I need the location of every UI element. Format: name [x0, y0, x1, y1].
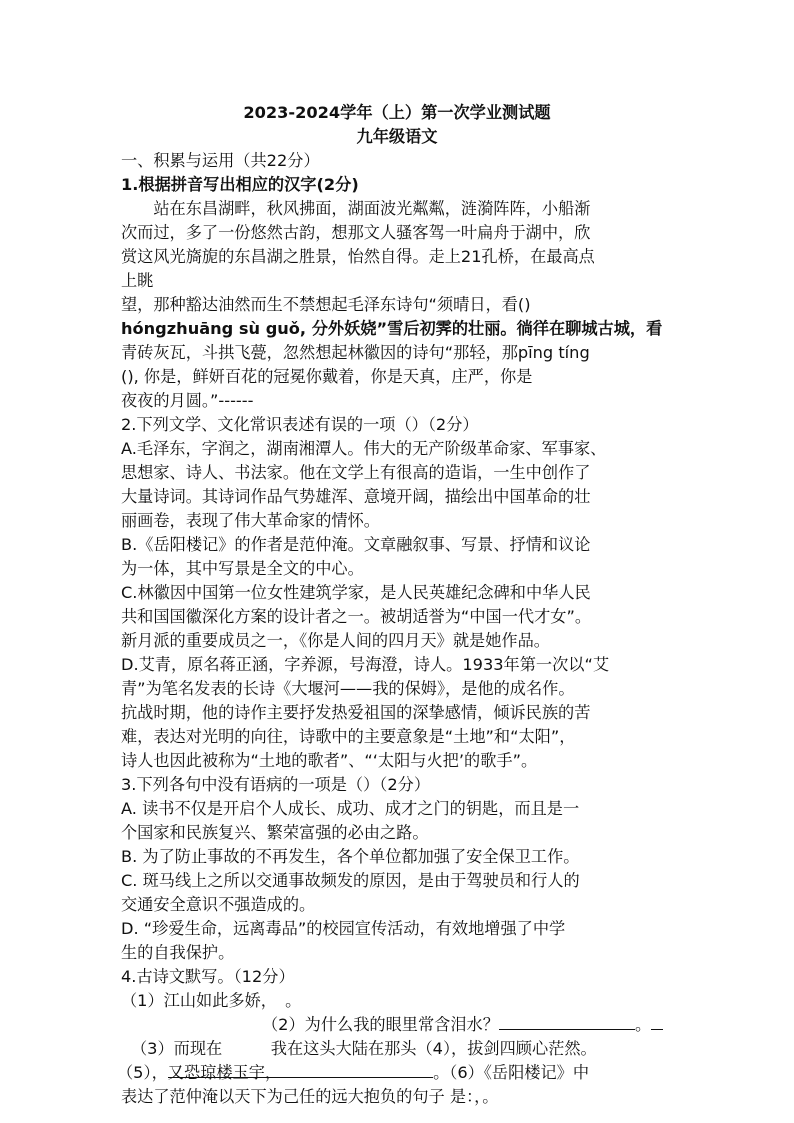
recitation-prompt: （2）为什么我的眼里常含泪水？: [262, 1015, 499, 1034]
option-line: D. “珍爱生命，远离毒品”的校园宣传活动，有效地增强了中学: [121, 919, 566, 938]
recitation-line: [117, 1061, 589, 1085]
recitation-line: [262, 1013, 663, 1037]
answer-blank-tail: [651, 1013, 663, 1030]
recitation-end: 。: [634, 1015, 652, 1034]
question-3-heading: 3.下列各句中没有语病的一项是（）（2分）: [121, 775, 431, 794]
paragraph-line: 站在东昌湖畔，秋风拂面，湖面波光粼粼，涟漪阵阵，小船渐: [121, 199, 591, 218]
answer-blank[interactable]: [499, 1013, 635, 1030]
paragraph-line: 上眺: [121, 271, 154, 290]
option-line: 新月派的重要成员之一，《你是人间的四月天》就是她作品。: [121, 631, 550, 650]
option-line: 抗战时期，他的诗作主要抒发热爱祖国的深挚感情，倾诉民族的苦: [121, 703, 591, 722]
recitation-line: 表达了范仲淹以天下为己任的远大抱负的句子 是：，。: [121, 1087, 499, 1106]
pinyin-line: hóngzhuāng sù guǒ, 分外妖娆”雪后初霁的壮丽。徜徉在聊城古城，看: [121, 319, 663, 338]
answer-blank[interactable]: [281, 1061, 433, 1078]
recitation-underlined-text: 又恐琼楼玉宇，: [167, 1063, 282, 1082]
section-heading: 一、积累与运用（共22分）: [121, 151, 320, 170]
document-title: 2023-2024学年（上）第一次学业测试题: [243, 103, 551, 122]
option-line: B.《岳阳楼记》的作者是范仲淹。文章融叙事、写景、抒情和议论: [121, 535, 591, 554]
option-line: C.林徽因中国第一位女性建筑学家，是人民英雄纪念碑和中华人民: [121, 583, 591, 602]
option-line: 难，表达对光明的向往，诗歌中的主要意象是“土地”和“太阳”，: [121, 727, 576, 746]
option-line: 思想家、诗人、书法家。他在文学上有很高的造诣，一生中创作了: [121, 463, 591, 482]
recitation-prompt: （5），: [117, 1063, 168, 1082]
option-line: 交通安全意识不强造成的。: [121, 895, 316, 914]
recitation-line: （3）而现在 我在这头大陆在那头（4），拔剑四顾心茫然。: [131, 1039, 597, 1058]
option-line: 为一体，其中写景是全文的中心。: [121, 559, 364, 578]
option-line: 生的自我保护。: [121, 943, 235, 962]
paragraph-line: 次而过，多了一份悠然古韵，想那文人骚客驾一叶扁舟于湖中，欣: [121, 223, 591, 242]
recitation-line: （1）江山如此多娇， 。: [121, 991, 302, 1010]
option-line: A. 读书不仅是开启个人成长、成功、成才之门的钥匙，而且是一: [121, 799, 580, 818]
option-line: C. 斑马线上之所以交通事故频发的原因，是由于驾驶员和行人的: [121, 871, 580, 890]
option-line: 诗人也因此被称为“土地的歌者”、“‘太阳与火把’的歌手”。: [121, 751, 538, 770]
option-line: 青”为笔名发表的长诗《大堰河——我的保姆》，是他的成名作。: [121, 679, 575, 698]
option-line: 共和国国徽深化方案的设计者之一。被胡适誉为“中国一代才女”。: [121, 607, 592, 626]
option-line: D.艾青，原名蒋正涵，字养源，号海澄，诗人。1933年第一次以“艾: [121, 655, 610, 674]
paragraph-line: (), 你是，鲜妍百花的冠冕你戴着，你是天真，庄严，你是: [121, 367, 533, 386]
option-line: 个国家和民族复兴、繁荣富强的必由之路。: [121, 823, 429, 842]
question-4-heading: 4.古诗文默写。（12分）: [121, 967, 295, 986]
option-line: 丽画卷，表现了伟大革命家的情怀。: [121, 511, 380, 530]
question-2-heading: 2.下列文学、文化常识表述有误的一项（）（2分）: [121, 415, 479, 434]
paragraph-line: 赏这风光旖旎的东昌湖之胜景，怡然自得。走上21孔桥，在最高点: [121, 247, 595, 266]
question-1-heading: 1.根据拼音写出相应的汉字(2分): [121, 175, 359, 194]
option-line: 大量诗词。其诗词作品气势雄浑、意境开阔，描绘出中国革命的壮: [121, 487, 591, 506]
paragraph-line: 夜夜的月圆。”------: [121, 391, 254, 410]
option-line: B. 为了防止事故的不再发生，各个单位都加强了安全保卫工作。: [121, 847, 580, 866]
recitation-prompt: 。（6）《岳阳楼记》中: [433, 1063, 590, 1082]
document-subtitle: 九年级语文: [356, 127, 438, 146]
paragraph-line: 望，那种豁达油然而生不禁想起毛泽东诗句“须晴日，看(): [121, 295, 531, 314]
paragraph-line: 青砖灰瓦，斗拱飞甍，忽然想起林徽因的诗句“那轻，那pīng tíng: [121, 343, 590, 362]
option-line: A.毛泽东，字润之，湖南湘潭人。伟大的无产阶级革命家、军事家、: [121, 439, 607, 458]
